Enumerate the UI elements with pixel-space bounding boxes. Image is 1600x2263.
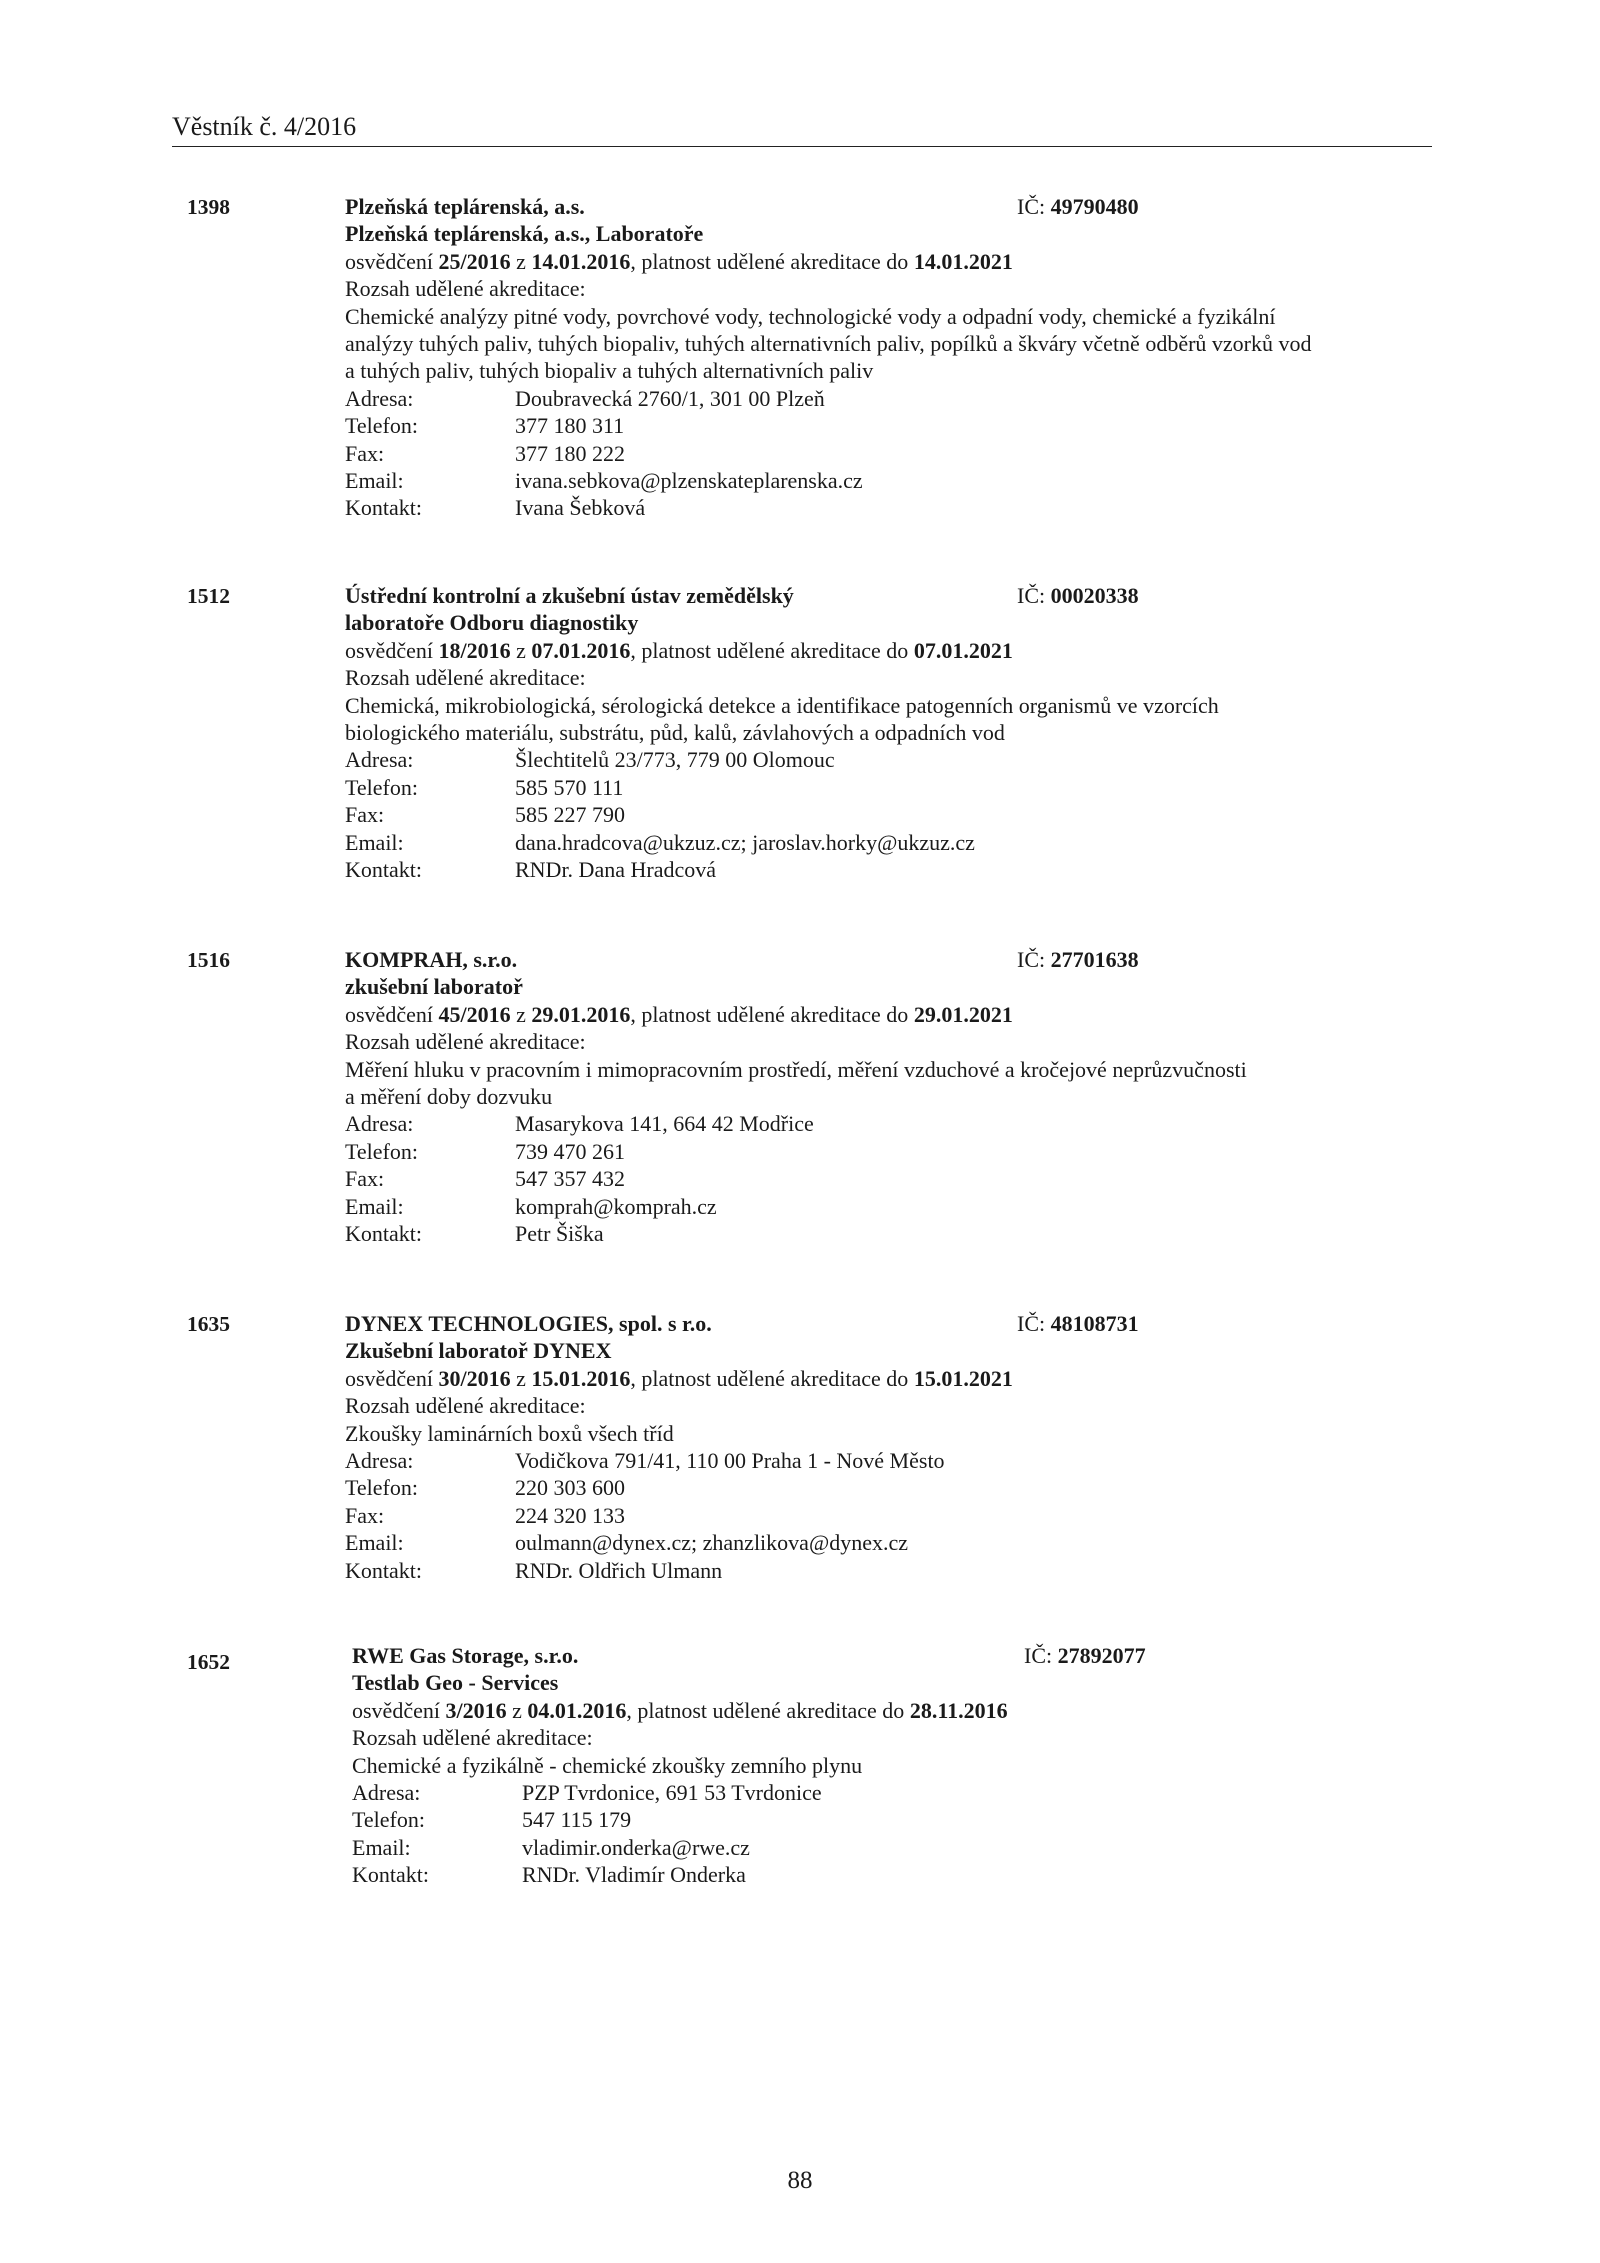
contact-value: RNDr. Oldřich Ulmann (515, 1557, 723, 1583)
ico-value: 49790480 (1050, 194, 1139, 219)
cert-prefix: osvědčení (345, 1365, 439, 1391)
certificate-line (345, 1001, 1425, 1028)
journal-title: Věstník č. 4/2016 (172, 112, 357, 141)
valid-until: 14.01.2021 (913, 248, 1013, 274)
phone-value: 739 470 261 (515, 1138, 625, 1164)
valid-until: 29.01.2021 (913, 1001, 1013, 1027)
cert-prefix: osvědčení (345, 1001, 439, 1027)
entry-body (352, 1642, 1432, 1889)
company-name: DYNEX TECHNOLOGIES, spol. s r.o. (345, 1311, 712, 1336)
company-name: Plzeňská teplárenská, a.s. (345, 194, 585, 219)
entry-body (345, 946, 1425, 1247)
company-name: Ústřední kontrolní a zkušební ústav zemědělský (345, 583, 794, 608)
fax-label: Fax: (345, 1502, 385, 1528)
cert-date: 04.01.2016 (527, 1697, 627, 1723)
cert-date: 07.01.2016 (531, 637, 631, 663)
valid-until: 07.01.2021 (913, 637, 1013, 663)
cert-number: 3/2016 (445, 1697, 507, 1723)
address-row (352, 1779, 1432, 1806)
company-name: KOMPRAH, s.r.o. (345, 947, 518, 972)
fax-row (345, 1502, 1425, 1529)
address-value: Doubravecká 2760/1, 301 00 Plzeň (515, 385, 825, 411)
address-label: Adresa: (345, 1448, 414, 1474)
scope-line: Měření hluku v pracovním i mimopracovním prostředí, měření vzduchové a kročejové neprůzvučnosti (345, 1056, 1247, 1082)
entry-body (345, 1310, 1425, 1584)
entry-number: 1512 (187, 584, 230, 608)
email-value: komprah@komprah.cz (515, 1193, 717, 1219)
entry-title-row (352, 1642, 1432, 1669)
lab-name: Testlab Geo - Services (352, 1670, 559, 1696)
ico-value: 48108731 (1050, 1311, 1139, 1336)
fax-label: Fax: (345, 440, 385, 466)
cert-validity-label: , platnost udělené akreditace do (630, 1365, 914, 1391)
phone-row (345, 1138, 1425, 1165)
email-row (352, 1834, 1432, 1861)
cert-date: 14.01.2016 (531, 248, 631, 274)
ico-number (1024, 1642, 1146, 1669)
ico-label: IČ: (1024, 1643, 1058, 1668)
scope-line: Chemická, mikrobiologická, sérologická detekce a identifikace patogenních organismů ve vzorcích (345, 692, 1219, 718)
email-label: Email: (345, 468, 404, 493)
scope-heading: Rozsah udělené akreditace: (345, 1393, 586, 1419)
contact-row (352, 1861, 1432, 1888)
phone-value: 220 303 600 (515, 1475, 625, 1501)
email-row (345, 829, 1425, 856)
cert-validity-label: , platnost udělené akreditace do (630, 248, 914, 274)
contact-row (345, 1557, 1425, 1584)
contact-label: Kontakt: (352, 1862, 429, 1888)
cert-from: z (506, 1697, 528, 1723)
fax-label: Fax: (345, 1166, 385, 1192)
phone-label: Telefon: (345, 774, 418, 800)
contact-row (345, 494, 1425, 521)
phone-row (345, 412, 1425, 439)
entry-title-row (345, 582, 1425, 609)
phone-value: 547 115 179 (522, 1807, 632, 1833)
cert-number: 25/2016 (438, 248, 511, 274)
email-value: ivana.sebkova@plzenskateplarenska.cz (515, 468, 863, 493)
page-number: 88 (787, 2167, 813, 2194)
address-row (345, 1110, 1425, 1137)
scope-line: a tuhých paliv, tuhých biopaliv a tuhých alternativních paliv (345, 358, 874, 384)
address-label: Adresa: (345, 1111, 414, 1137)
address-value: PZP Tvrdonice, 691 53 Tvrdonice (522, 1780, 822, 1806)
scope-line: biologického materiálu, substrátu, půd, kalů, závlahových a odpadních vod (345, 720, 1005, 746)
cert-from: z (510, 637, 532, 663)
email-value: oulmann@dynex.cz; zhanzlikova@dynex.cz (515, 1530, 908, 1556)
contact-label: Kontakt: (345, 856, 422, 882)
entry-number: 1398 (187, 195, 230, 219)
cert-prefix: osvědčení (345, 248, 439, 274)
entry-title-row (345, 193, 1425, 220)
address-label: Adresa: (345, 385, 414, 411)
certificate-line (345, 248, 1425, 275)
ico-label: IČ: (1017, 947, 1051, 972)
email-row (345, 467, 1425, 494)
valid-until: 28.11.2016 (909, 1697, 1008, 1723)
scope-line: Chemické a fyzikálně - chemické zkoušky zemního plynu (352, 1752, 863, 1778)
phone-value: 377 180 311 (515, 413, 625, 439)
lab-name: Zkušební laboratoř DYNEX (345, 1338, 612, 1364)
phone-row (352, 1806, 1432, 1833)
address-value: Vodičkova 791/41, 110 00 Praha 1 - Nové Město (515, 1448, 945, 1474)
entry-title-row (345, 946, 1425, 973)
address-row (345, 1447, 1425, 1474)
cert-number: 18/2016 (438, 637, 511, 663)
cert-number: 30/2016 (438, 1365, 511, 1391)
ico-value: 27892077 (1057, 1643, 1146, 1668)
scope-line: a měření doby dozvuku (345, 1084, 553, 1110)
certificate-line (352, 1697, 1432, 1724)
fax-value: 585 227 790 (515, 802, 625, 828)
cert-from: z (510, 1001, 532, 1027)
address-label: Adresa: (352, 1780, 421, 1806)
cert-number: 45/2016 (438, 1001, 511, 1027)
phone-row (345, 1474, 1425, 1501)
lab-name: laboratoře Odboru diagnostiky (345, 610, 639, 636)
ico-number (1017, 582, 1139, 609)
scope-line: analýzy tuhých paliv, tuhých biopaliv, tuhých alternativních paliv, popílků a škváry včetně odběrů vzorků vod (345, 331, 1312, 357)
cert-date: 15.01.2016 (531, 1365, 631, 1391)
email-label: Email: (345, 1530, 404, 1556)
entry-body (345, 193, 1425, 522)
certificate-line (345, 1365, 1425, 1392)
cert-validity-label: , platnost udělené akreditace do (626, 1697, 910, 1723)
ico-value: 00020338 (1050, 583, 1139, 608)
email-label: Email: (345, 829, 404, 855)
fax-value: 224 320 133 (515, 1502, 625, 1528)
address-label: Adresa: (345, 747, 414, 773)
email-row (345, 1193, 1425, 1220)
fax-value: 547 357 432 (515, 1166, 625, 1192)
address-value: Šlechtitelů 23/773, 779 00 Olomouc (515, 747, 835, 773)
entry-number: 1635 (187, 1312, 230, 1336)
cert-prefix: osvědčení (345, 637, 439, 663)
contact-value: RNDr. Dana Hradcová (515, 856, 716, 882)
contact-value: RNDr. Vladimír Onderka (522, 1862, 746, 1888)
phone-label: Telefon: (352, 1807, 425, 1833)
fax-row (345, 801, 1425, 828)
cert-validity-label: , platnost udělené akreditace do (630, 637, 914, 663)
contact-value: Petr Šiška (515, 1220, 604, 1246)
phone-row (345, 774, 1425, 801)
email-value: vladimir.onderka@rwe.cz (522, 1834, 750, 1860)
cert-date: 29.01.2016 (531, 1001, 631, 1027)
lab-name: zkušební laboratoř (345, 974, 523, 1000)
entry-number: 1652 (187, 1650, 230, 1674)
email-label: Email: (345, 1193, 404, 1219)
cert-prefix: osvědčení (352, 1697, 446, 1723)
contact-value: Ivana Šebková (515, 495, 646, 521)
phone-label: Telefon: (345, 1138, 418, 1164)
email-label: Email: (352, 1834, 411, 1860)
scope-line: Chemické analýzy pitné vody, povrchové vody, technologické vody a odpadní vody, chemické a fyzikální (345, 303, 1276, 329)
fax-row (345, 440, 1425, 467)
ico-number (1017, 1310, 1139, 1337)
email-value: dana.hradcova@ukzuz.cz; jaroslav.horky@ukzuz.cz (515, 829, 975, 855)
phone-value: 585 570 111 (515, 774, 624, 800)
ico-number (1017, 946, 1139, 973)
ico-value: 27701638 (1050, 947, 1139, 972)
address-value: Masarykova 141, 664 42 Modřice (515, 1111, 814, 1137)
fax-row (345, 1165, 1425, 1192)
contact-label: Kontakt: (345, 1220, 422, 1246)
fax-value: 377 180 222 (515, 440, 625, 466)
entry-body (345, 582, 1425, 883)
valid-until: 15.01.2021 (913, 1365, 1013, 1391)
email-row (345, 1529, 1425, 1556)
contact-label: Kontakt: (345, 495, 422, 521)
scope-line: Zkoušky laminárních boxů všech tříd (345, 1420, 674, 1446)
fax-label: Fax: (345, 802, 385, 828)
scope-heading: Rozsah udělené akreditace: (345, 276, 586, 302)
phone-label: Telefon: (345, 1475, 418, 1501)
lab-name: Plzeňská teplárenská, a.s., Laboratoře (345, 221, 704, 247)
ico-label: IČ: (1017, 1311, 1051, 1336)
certificate-line (345, 637, 1425, 664)
ico-number (1017, 193, 1139, 220)
scope-heading: Rozsah udělené akreditace: (352, 1725, 593, 1751)
contact-row (345, 856, 1425, 883)
page-header (172, 110, 1432, 147)
address-row (345, 385, 1425, 412)
ico-label: IČ: (1017, 583, 1051, 608)
cert-from: z (510, 1365, 532, 1391)
address-row (345, 746, 1425, 773)
phone-label: Telefon: (345, 413, 418, 439)
contact-label: Kontakt: (345, 1557, 422, 1583)
cert-from: z (510, 248, 532, 274)
company-name: RWE Gas Storage, s.r.o. (352, 1643, 579, 1668)
entry-title-row (345, 1310, 1425, 1337)
cert-validity-label: , platnost udělené akreditace do (630, 1001, 914, 1027)
scope-heading: Rozsah udělené akreditace: (345, 665, 586, 691)
ico-label: IČ: (1017, 194, 1051, 219)
scope-heading: Rozsah udělené akreditace: (345, 1029, 586, 1055)
entry-number: 1516 (187, 948, 230, 972)
contact-row (345, 1220, 1425, 1247)
